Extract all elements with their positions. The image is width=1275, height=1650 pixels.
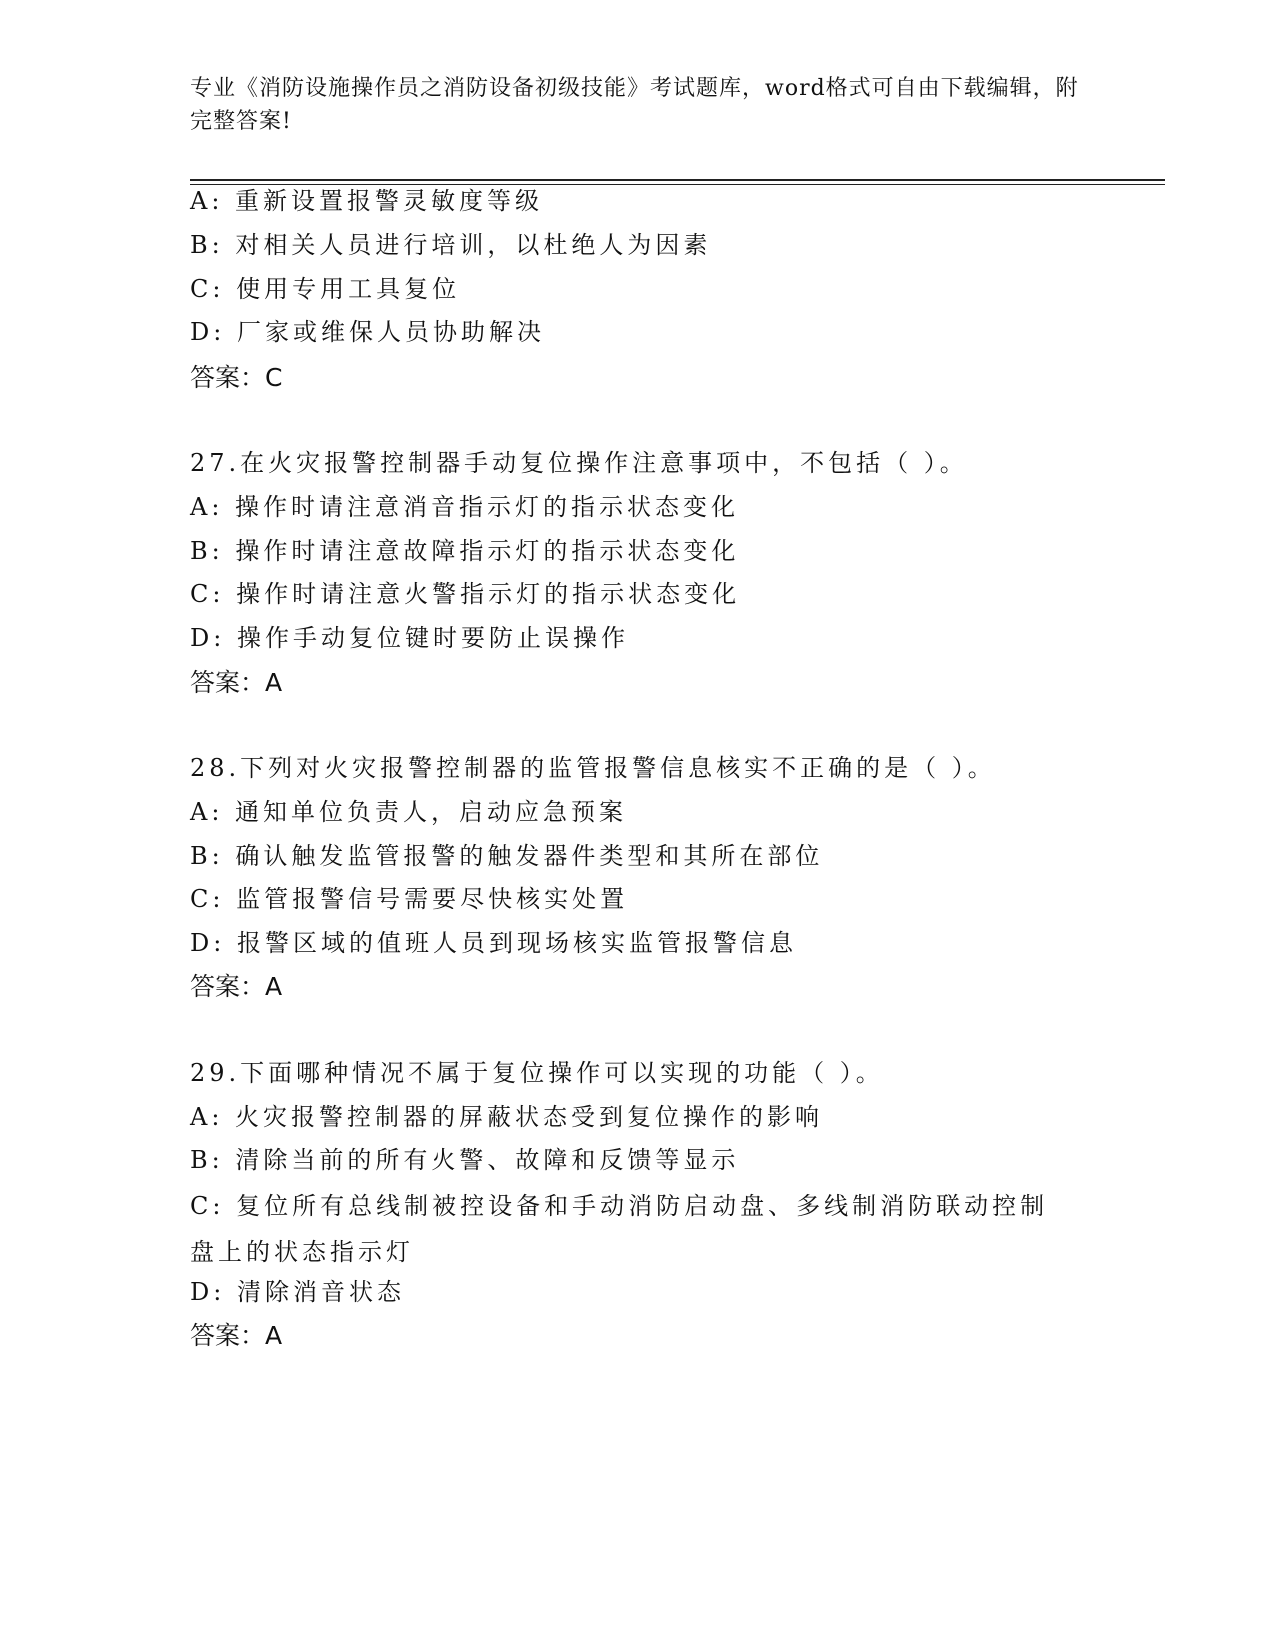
header-divider-thick bbox=[190, 179, 1165, 181]
question-28-answer: 答案：A bbox=[190, 972, 283, 1001]
document-header: 专业《消防设施操作员之消防设备初级技能》考试题库，word格式可自由下载编辑，附完整答案! bbox=[190, 76, 1079, 134]
question-29-answer: 答案：A bbox=[190, 1321, 283, 1350]
prev-answer: 答案：C bbox=[190, 363, 283, 392]
question-29-stem: 29.下面哪种情况不属于复位操作可以实现的功能（ ）。 bbox=[190, 1059, 884, 1087]
question-27-stem: 27.在火灾报警控制器手动复位操作注意事项中，不包括（ ）。 bbox=[190, 449, 968, 477]
prev-option-b: B: 对相关人员进行培训，以杜绝人为因素 bbox=[190, 231, 712, 259]
question-29-option-b: B: 清除当前的所有火警、故障和反馈等显示 bbox=[190, 1146, 740, 1174]
question-28-stem: 28.下列对火灾报警控制器的监管报警信息核实不正确的是（ ）。 bbox=[190, 754, 996, 782]
question-27-option-c: C: 操作时请注意火警指示灯的指示状态变化 bbox=[190, 580, 741, 608]
question-27-answer: 答案：A bbox=[190, 668, 283, 697]
question-27-option-a: A: 操作时请注意消音指示灯的指示状态变化 bbox=[190, 493, 740, 521]
prev-option-a: A: 重新设置报警灵敏度等级 bbox=[190, 187, 544, 215]
question-29-option-d: D: 清除消音状态 bbox=[190, 1278, 405, 1306]
prev-option-c: C: 使用专用工具复位 bbox=[190, 275, 461, 303]
question-28-option-b: B: 确认触发监管报警的触发器件类型和其所在部位 bbox=[190, 842, 824, 870]
prev-option-d: D: 厂家或维保人员协助解决 bbox=[190, 318, 545, 346]
question-28-option-d: D: 报警区域的值班人员到现场核实监管报警信息 bbox=[190, 929, 797, 957]
question-28-option-c: C: 监管报警信号需要尽快核实处置 bbox=[190, 885, 629, 913]
question-29-option-c: C: 复位所有总线制被控设备和手动消防启动盘、多线制消防联动控制盘上的状态指示灯 bbox=[190, 1192, 1049, 1266]
question-28-option-a: A: 通知单位负责人，启动应急预案 bbox=[190, 798, 628, 826]
question-27-option-b: B: 操作时请注意故障指示灯的指示状态变化 bbox=[190, 537, 740, 565]
question-29-option-a: A: 火灾报警控制器的屏蔽状态受到复位操作的影响 bbox=[190, 1103, 824, 1131]
question-27-option-d: D: 操作手动复位键时要防止误操作 bbox=[190, 624, 629, 652]
